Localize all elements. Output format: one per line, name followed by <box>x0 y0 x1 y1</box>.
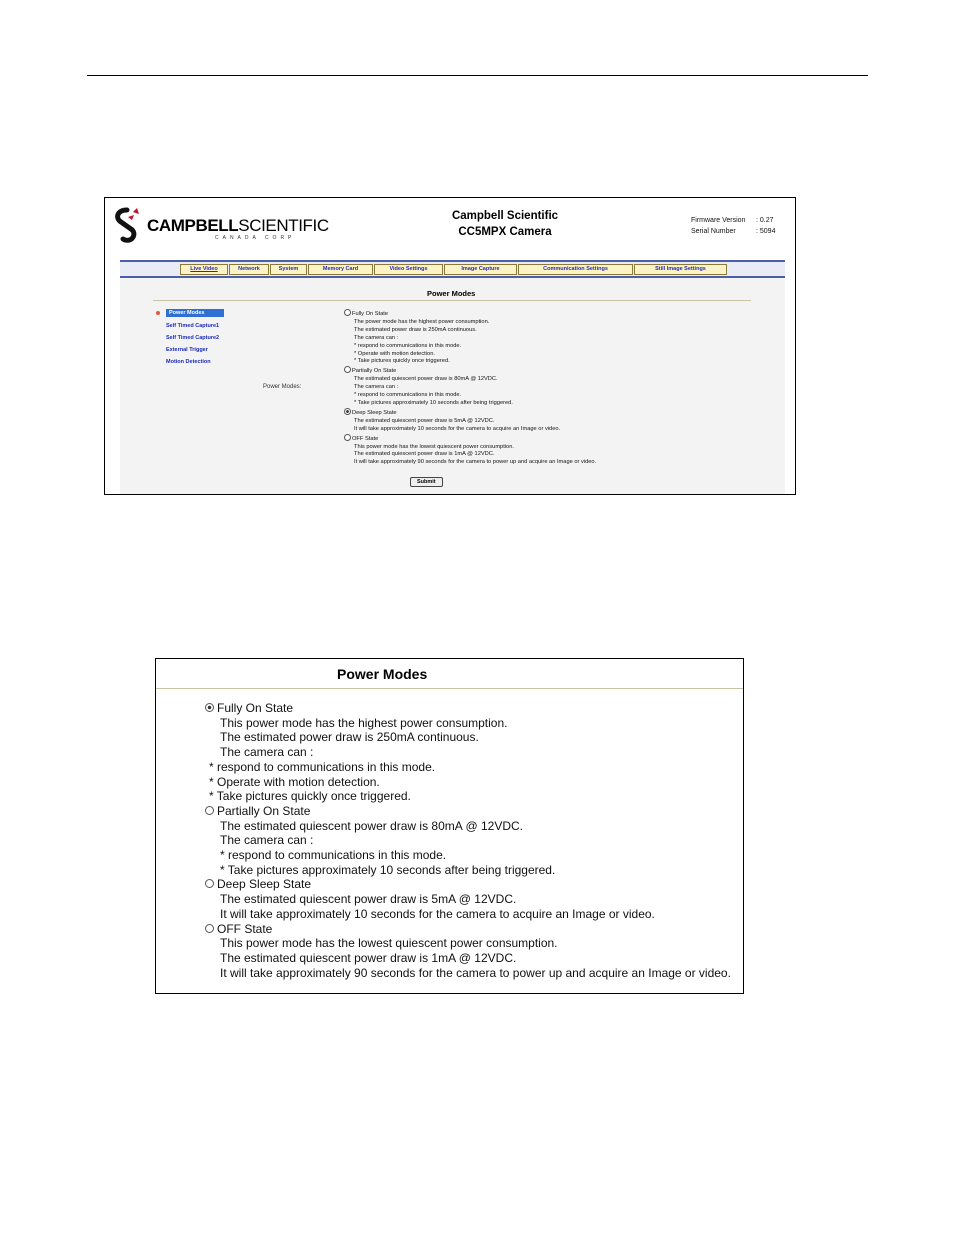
top-nav-bar <box>120 260 785 278</box>
radio-selected-icon[interactable] <box>344 408 351 415</box>
radio-icon[interactable] <box>344 434 351 441</box>
radio-icon[interactable] <box>205 924 214 933</box>
power-modes-label: Power Modes: <box>263 384 302 390</box>
radio-selected-icon[interactable] <box>205 703 214 712</box>
sidebar-item-self-timed-capture1[interactable]: Self Timed Capture1 <box>166 323 220 329</box>
nav-image-capture[interactable]: Image Capture <box>444 264 517 275</box>
nav-communication-settings[interactable]: Communication Settings <box>518 264 633 275</box>
zoom-option-deep-sleep[interactable]: Deep Sleep State <box>205 877 731 892</box>
logo-s-icon <box>113 206 143 248</box>
camera-web-ui-screenshot <box>104 197 796 495</box>
zoom-page-title: Power Modes <box>337 666 428 682</box>
firmware-info: Firmware Version : 0.27 Serial Number : 5094 <box>691 217 776 235</box>
active-bullet-icon <box>156 311 160 315</box>
radio-icon[interactable] <box>205 879 214 888</box>
page-title: Power Modes <box>427 289 476 298</box>
title-divider <box>153 300 751 301</box>
sidebar-item-motion-detection[interactable]: Motion Detection <box>166 359 211 365</box>
zoom-option-fully-on[interactable]: Fully On State <box>205 701 731 716</box>
sidebar-item-power-modes[interactable]: Power Modes <box>166 309 224 317</box>
page-top-rule <box>87 75 868 76</box>
zoom-power-mode-options: Fully On State This power mode has the highest power consumption. The estimated power draw is 250mA continuous. The camera can : * respond to communications in this mode. * Operate with motion detection. * Take pictures quickly once triggered. Partially On State The estimated quiescent power draw is 80mA @ 12VDC. The camera can : * respond to communications in this mode. * Take pictures approximately 10 seconds after being triggered. Deep Sleep State The estimated quiescent power draw is 5mA @ 12VDC. It will take approximately 10 seconds for the camera to acquire an Image or video. OFF State This power mode has the lowest quiescent power consumption. The estimated quiescent power draw is 1mA @ 12VDC. It will take approximately 90 seconds for the camera to power up and acquire an Image or video. <box>205 701 731 980</box>
nav-video-settings[interactable]: Video Settings <box>374 264 443 275</box>
nav-system[interactable]: System <box>270 264 307 275</box>
zoom-title-divider <box>156 688 743 689</box>
nav-memory-card[interactable]: Memory Card <box>308 264 373 275</box>
zoom-option-partially-on[interactable]: Partially On State <box>205 804 731 819</box>
option-fully-on[interactable]: Fully On State <box>344 309 596 319</box>
logo-subtitle: CANADA CORP <box>215 235 296 241</box>
option-deep-sleep[interactable]: Deep Sleep State <box>344 408 596 418</box>
power-mode-options: Fully On State The power mode has the highest power consumption. The estimated power draw is 250mA continuous. The camera can : * respond to communications in this mode. * Operate with motion detection. * Take pictures quickly once triggered. Partially On State The estimated quiescent power draw is 80mA @ 12VDC. The camera can : * respond to communications in this mode. * Take pictures approximately 10 seconds after being triggered. Deep Sleep State The estimated quiescent power draw is 5mA @ 12VDC. It will take approximately 10 seconds for the camera to acquire an Image or video. OFF State This power mode has the lowest quiescent power consumption. The estimated quiescent power draw is 1mA @ 12VDC. It will take approximately 90 seconds for the camera to power up and acquire an Image or video. <box>344 309 596 467</box>
header-title: Campbell Scientific CC5MPX Camera <box>451 210 559 238</box>
zoom-option-off[interactable]: OFF State <box>205 922 731 937</box>
nav-still-image-settings[interactable]: Still Image Settings <box>634 264 727 275</box>
logo-wordmark: CAMPBELLSCIENTIFIC <box>147 216 329 235</box>
sidebar-item-self-timed-capture2[interactable]: Self Timed Capture2 <box>166 335 220 341</box>
campbell-logo <box>113 206 333 250</box>
nav-live-video[interactable]: Live Video <box>180 264 228 275</box>
radio-icon[interactable] <box>344 309 351 316</box>
nav-network[interactable]: Network <box>229 264 269 275</box>
submit-button[interactable]: Submit <box>410 477 443 487</box>
option-partially-on[interactable]: Partially On State <box>344 366 596 376</box>
radio-icon[interactable] <box>344 366 351 373</box>
sidebar-item-external-trigger[interactable]: External Trigger <box>166 347 208 353</box>
power-modes-zoom-screenshot <box>155 658 744 994</box>
option-off[interactable]: OFF State <box>344 434 596 444</box>
radio-icon[interactable] <box>205 806 214 815</box>
